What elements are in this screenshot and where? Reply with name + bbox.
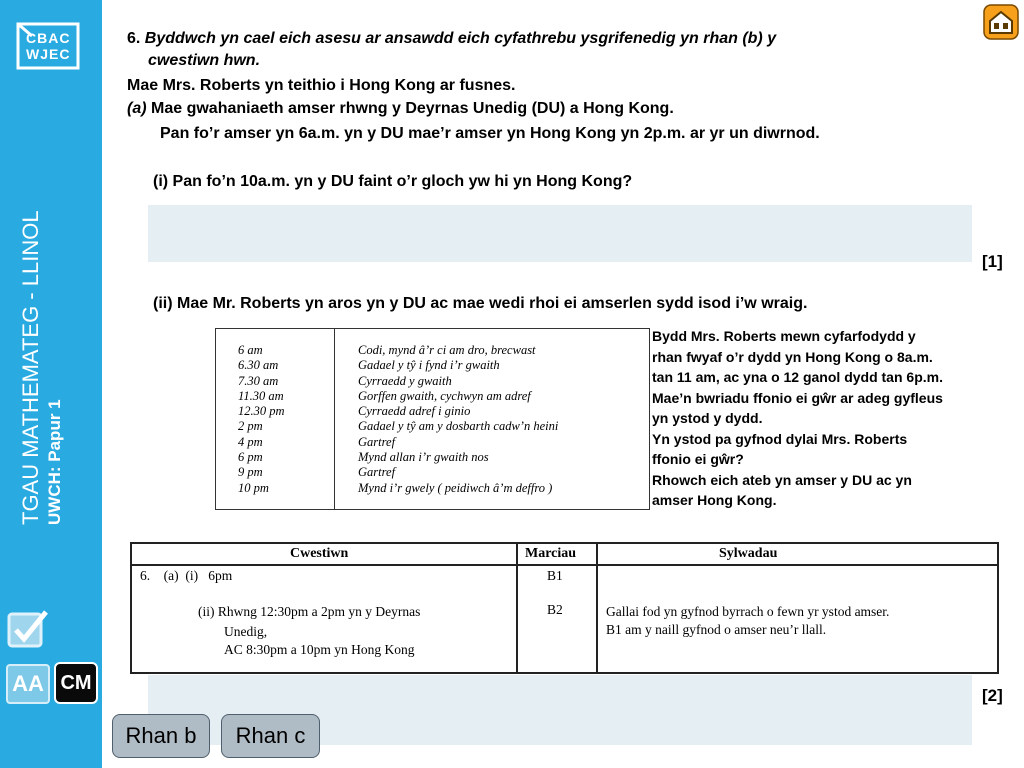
schedule-activity: Codi, mynd â’r ci am dro, brecwast — [358, 343, 536, 357]
info-line: Yn ystod pa gyfnod dylai Mrs. Roberts — [652, 430, 908, 447]
info-line: Mae’n bwriadu ffonio ei gŵr ar adeg gyfleus — [652, 389, 943, 406]
rhan-c-button[interactable]: Rhan c — [221, 714, 320, 758]
header-cwestiwn: Cwestiwn — [290, 546, 349, 561]
part-a-text: Mae gwahaniaeth amser rhwng y Deyrnas Unedig (DU) a Hong Kong. — [151, 100, 674, 117]
schedule-activity: Mynd allan i’r gwaith nos — [358, 450, 489, 465]
schedule-table — [215, 328, 650, 510]
schedule-time: 10 pm — [238, 480, 269, 495]
schedule-times — [238, 343, 285, 496]
info-line: tan 11 am, ac yna o 12 ganol dydd tan 6p.m. — [652, 369, 943, 385]
info-line: yn ystod y dydd. — [652, 410, 763, 426]
sidebar-title-block — [18, 5, 66, 525]
info-line: rhan fwyaf o’r dydd yn Hong Kong o 8a.m. — [652, 348, 933, 365]
mark-scheme-divider — [596, 544, 598, 672]
info-line: Rhowch eich ateb yn amser y DU ac yn — [652, 471, 912, 488]
info-text — [652, 326, 1012, 511]
schedule-time: 11.30 am — [238, 388, 284, 403]
aa-icon[interactable] — [6, 664, 50, 704]
schedule-activity: Cyrraedd y gwaith — [358, 373, 452, 388]
cm-icon[interactable] — [54, 662, 98, 704]
schedule-divider — [334, 329, 335, 509]
info-line: Bydd Mrs. Roberts mewn cyfarfodydd y — [652, 328, 916, 344]
question-intro-line1 — [127, 30, 776, 48]
checkbox-icon[interactable] — [6, 608, 50, 652]
logo-line2: WJEC — [26, 46, 71, 62]
row2-comment-line2: B1 am y naill gyfnod o amser neu’r llall. — [606, 622, 827, 637]
mark-i: [1] — [982, 252, 1003, 271]
part-a-label: (a) — [127, 100, 147, 117]
cm-icon-label: CM — [60, 671, 92, 694]
schedule-time: 7.30 am — [238, 373, 279, 388]
schedule-activities — [358, 343, 558, 496]
sidebar-subtitle: UWCH: Papur 1 — [45, 399, 64, 525]
schedule-time: 4 pm — [238, 434, 263, 449]
schedule-activity: Gartref — [358, 434, 396, 449]
question-context: Mae Mrs. Roberts yn teithio i Hong Kong ar fusnes. — [127, 77, 516, 94]
info-line: amser Hong Kong. — [652, 492, 777, 508]
logo-line1: CBAC — [26, 30, 71, 46]
schedule-activity: Gadael y tŷ i fynd i’r gwaith — [358, 358, 500, 373]
schedule-time: 6 pm — [238, 450, 263, 465]
schedule-activity: Gartref — [358, 465, 396, 480]
rhan-b-button[interactable]: Rhan b — [112, 714, 210, 758]
schedule-time: 6.30 am — [238, 358, 279, 373]
mark-scheme-table — [130, 542, 999, 674]
schedule-time: 9 pm — [238, 465, 263, 480]
part-a-detail: Pan fo’r amser yn 6a.m. yn y DU mae’r amser yn Hong Kong yn 2p.m. ar yr un diwrnod. — [160, 125, 820, 142]
question-number: 6. — [127, 30, 141, 47]
row2-comment-line1: Gallai fod yn gyfnod byrrach o fewn yr ystod amser. — [606, 604, 890, 619]
schedule-activity: Cyrraedd adref i ginio — [358, 404, 471, 419]
row1-question: 6. (a) (i) 6pm — [140, 568, 233, 583]
mark-ii: [2] — [982, 686, 1003, 705]
schedule-activity: Mynd i’r gwely ( peidiwch â’m deffro ) — [358, 480, 553, 495]
header-marciau: Marciau — [525, 546, 577, 561]
sidebar — [0, 0, 102, 768]
schedule-time: 12.30 pm — [238, 404, 285, 419]
home-icon[interactable] — [983, 4, 1019, 40]
row2-question-line3: AC 8:30pm a 10pm yn Hong Kong — [224, 642, 415, 657]
mark-scheme-divider — [516, 544, 518, 672]
row2-question-line1: (ii) Rhwng 12:30pm a 2pm yn y Deyrnas — [198, 604, 421, 619]
schedule-time: 2 pm — [238, 419, 263, 434]
question-intro-line2: cwestiwn hwn. — [148, 52, 261, 69]
part-a-line — [127, 100, 674, 118]
schedule-activity: Gorffen gwaith, cychwyn am adref — [358, 388, 531, 403]
row2-question-line2: Unedig, — [224, 624, 268, 639]
question-intro: Byddwch yn cael eich asesu ar ansawdd eich cyfathrebu ysgrifenedig yn rhan (b) y — [144, 30, 777, 47]
sidebar-title: TGAU MATHEMATEG - LLINOL — [18, 210, 43, 525]
schedule-activity: Gadael y tŷ am y dosbarth cadw’n heini — [358, 419, 559, 434]
aa-icon-label: AA — [12, 671, 44, 696]
part-i-question: (i) Pan fo’n 10a.m. yn y DU faint o’r gloch yw hi yn Hong Kong? — [153, 173, 633, 190]
row1-mark: B1 — [547, 568, 563, 583]
answer-box-i[interactable] — [148, 205, 972, 262]
header-sylwadau: Sylwadau — [719, 546, 778, 561]
info-line: ffonio ei gŵr? — [652, 451, 744, 467]
schedule-time: 6 am — [238, 343, 263, 357]
row2-mark: B2 — [547, 602, 563, 617]
part-ii-question: (ii) Mae Mr. Roberts yn aros yn y DU ac mae wedi rhoi ei amserlen sydd isod i’w wraig. — [153, 295, 808, 312]
